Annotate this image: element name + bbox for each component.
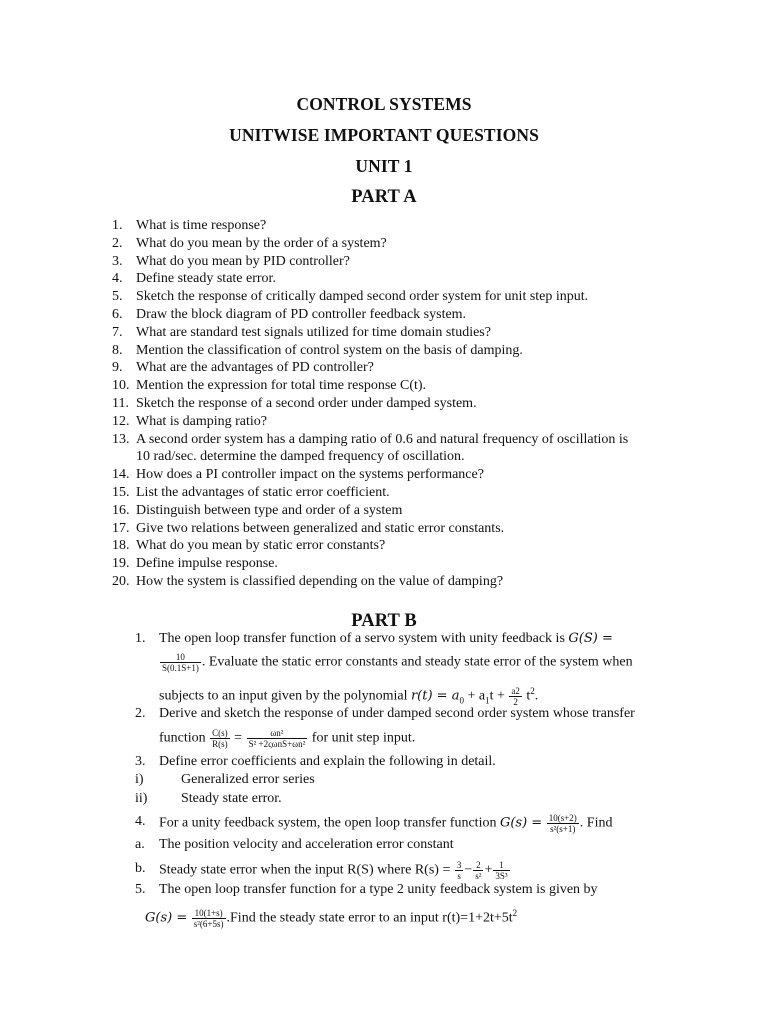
question-text: List the advantages of static error coefficient.	[136, 484, 390, 500]
part-b-q1-line1	[159, 630, 613, 648]
question-number: 17.	[112, 520, 130, 536]
part-b-q5-line2	[145, 904, 517, 929]
q1-tf-numerator: 10	[160, 652, 201, 663]
part-a-question	[112, 555, 672, 573]
question-text: How the system is classified depending on the value of damping?	[136, 573, 504, 589]
part-b-q1-line2	[159, 652, 633, 673]
question-number: 5.	[112, 289, 123, 305]
part-a-question	[112, 520, 672, 538]
part-a-question	[112, 306, 672, 324]
q4-b-text: Steady state error when the input R(S) where	[159, 862, 412, 878]
q4-b-line	[159, 860, 511, 881]
question-number: 15.	[112, 484, 130, 500]
q1-rt-expr: r(t) = a	[410, 688, 460, 704]
q2-rhs-fraction	[247, 728, 308, 749]
question-number: 10.	[112, 378, 130, 394]
question-text: Draw the block diagram of PD controller feedback system.	[136, 306, 467, 322]
q5-tail: .Find the steady state error to an input r(t)=1+2t+5t	[226, 910, 513, 926]
part-a-question	[112, 395, 672, 413]
q4-minus: −	[464, 862, 473, 878]
question-number: 20.	[112, 573, 130, 589]
part-b-q4-number: 4.	[135, 814, 146, 829]
q3-item-i-number: i)	[135, 772, 144, 787]
q3-item-ii-text: Steady state error.	[181, 791, 282, 806]
question-text: What is damping ratio?	[136, 413, 268, 429]
part-a-question	[112, 502, 672, 520]
q4-frac2	[473, 860, 483, 881]
question-text: What do you mean by static error constants?	[136, 538, 386, 554]
part-b-q2-line1: Derive and sketch the response of under damped second order system whose transfer	[159, 706, 635, 721]
q1-text-2: . Evaluate the static error constants and steady state error of the system when	[201, 654, 633, 670]
q2-equals: =	[234, 730, 243, 746]
q5-tf-den: s²(6+5s)	[193, 918, 224, 929]
q5-tf-num: 10(1+s)	[192, 908, 226, 919]
q5-tail-sup: 2	[512, 908, 518, 918]
question-text: Distinguish between type and order of a system	[136, 502, 403, 518]
q2-lhs-den: R(s)	[212, 739, 228, 749]
part-a-question-list	[112, 217, 672, 591]
question-text: Mention the expression for total time response C(t).	[136, 378, 427, 394]
q2-lhs-num: C(s)	[212, 728, 228, 738]
part-a-question	[112, 466, 672, 484]
q4-tf-num: 10(s+2)	[548, 813, 577, 823]
q4-frac1	[455, 860, 464, 881]
part-b-q1-number: 1.	[135, 631, 146, 646]
part-a-question	[112, 217, 672, 235]
q2-tail: for unit step input.	[311, 730, 416, 746]
part-a-question	[112, 342, 672, 360]
q4-rs: R(s) =	[414, 862, 451, 878]
q1-gs-symbol: G(S) =	[568, 631, 613, 646]
question-text: What are standard test signals utilized for time domain studies?	[136, 324, 491, 340]
q4-a-number: a.	[135, 837, 145, 852]
part-a-question	[112, 484, 672, 502]
part-b-q4-line1	[159, 813, 612, 834]
part-a-question	[112, 537, 672, 555]
question-text: What are the advantages of PD controller?	[136, 360, 374, 376]
question-number: 16.	[112, 502, 130, 518]
q2-function-word: function	[159, 730, 206, 746]
q4-f2-den: s²	[475, 871, 482, 881]
q4-f3-num: 1	[493, 860, 509, 871]
q1-rt-sub1: 1	[485, 695, 490, 706]
question-number: 19.	[112, 556, 130, 572]
q1-rt-sub0: 0	[459, 695, 464, 706]
q1-t2: t	[526, 688, 531, 704]
q4-gs-symbol: G(s) =	[499, 815, 543, 831]
q1-a2-fraction	[509, 686, 522, 707]
q2-lhs-fraction	[210, 728, 230, 749]
q5-transfer-function	[192, 908, 226, 929]
question-text: Sketch the response of critically damped second order system for unit step input.	[136, 289, 589, 305]
part-b-q5-line1: The open loop transfer function for a type 2 unity feedback system is given by	[159, 882, 598, 897]
q4-f3-den: 3S³	[495, 871, 508, 881]
q1-end: .	[534, 688, 539, 704]
q4-f2-num: 2	[473, 860, 483, 871]
q3-item-ii-number: ii)	[135, 791, 148, 806]
part-a-question	[112, 573, 672, 591]
q4-a-text: The position velocity and acceleration error constant	[159, 837, 454, 852]
q1-a2-den: 2	[513, 696, 518, 707]
q4-tf-den: s²(s+1)	[550, 824, 576, 834]
question-number: 1.	[112, 218, 123, 233]
q4-transfer-function	[547, 813, 579, 834]
q2-rhs-num: ωn²	[247, 728, 308, 739]
part-b-heading: PART B	[351, 611, 417, 631]
q4-f1-num: 3	[456, 860, 462, 870]
part-b-q3-line1: Define error coefficients and explain the following in detail.	[159, 754, 496, 769]
part-a-question	[112, 431, 672, 449]
document-subtitle: UNITWISE IMPORTANT QUESTIONS	[229, 125, 539, 145]
q1-rt-mid: + a	[467, 688, 486, 704]
question-text: How does a PI controller impact on the systems performance?	[136, 467, 484, 483]
part-a-question	[112, 324, 672, 342]
q1-tf-denominator: S(0.1S+1)	[162, 663, 199, 673]
q1-text: The open loop transfer function of a servo system with unity feedback is	[159, 631, 565, 646]
q1-a2-num: a2	[511, 685, 520, 696]
unit-heading: UNIT 1	[355, 156, 413, 176]
part-a-heading: PART A	[351, 187, 417, 207]
q4-f1-den: s	[457, 871, 461, 881]
q5-gs-symbol: G(s) =	[145, 910, 188, 926]
question-number: 9.	[112, 360, 123, 376]
question-number: 12.	[112, 413, 130, 429]
question-text: What do you mean by the order of a system?	[136, 235, 387, 251]
question-number: 2.	[112, 235, 123, 251]
part-a-question	[112, 253, 672, 271]
question-number: 3.	[112, 253, 123, 269]
q1-rt-t: t +	[489, 688, 505, 704]
question-number: 8.	[112, 342, 123, 358]
q4-plus: +	[484, 862, 493, 878]
q1-t2-sup: 2	[530, 686, 535, 696]
part-b-q5-number: 5.	[135, 882, 146, 897]
question-number: 7.	[112, 324, 123, 340]
part-b-q3-number: 3.	[135, 754, 146, 769]
question-text: Give two relations between generalized and static error constants.	[136, 520, 505, 536]
question-number: 13.	[112, 431, 130, 447]
question-number: 14.	[112, 467, 130, 483]
part-a-question	[112, 235, 672, 253]
part-a-question	[112, 288, 672, 306]
document-title: CONTROL SYSTEMS	[296, 94, 472, 114]
question-text: Sketch the response of a second order under damped system.	[136, 395, 477, 411]
q1-transfer-function	[160, 652, 201, 673]
question-number: 4.	[112, 271, 123, 287]
question-text-continuation: 10 rad/sec. determine the damped frequency of oscillation.	[136, 449, 465, 465]
q4-find: . Find	[579, 815, 613, 831]
q4-text: For a unity feedback system, the open loop transfer function	[159, 815, 497, 831]
q3-item-i-text: Generalized error series	[181, 772, 315, 787]
question-text: A second order system has a damping ratio of 0.6 and natural frequency of oscillation is	[136, 431, 629, 447]
question-text: What do you mean by PID controller?	[136, 253, 350, 269]
q4-frac3	[493, 860, 509, 881]
question-text: Mention the classification of control system on the basis of damping.	[136, 342, 523, 358]
part-a-question	[112, 359, 672, 377]
q4-b-number: b.	[135, 861, 146, 876]
question-text: What is time response?	[136, 218, 267, 233]
q2-rhs-den: S² +2ςωnS+ωn²	[248, 739, 306, 749]
question-number: 18.	[112, 538, 130, 554]
question-text: Define impulse response.	[136, 556, 278, 572]
part-b-q2-line2	[159, 728, 415, 749]
question-text: Define steady state error.	[136, 271, 276, 287]
part-b-q2-number: 2.	[135, 706, 146, 721]
question-number: 6.	[112, 306, 123, 322]
part-a-question	[112, 377, 672, 395]
question-number: 11.	[112, 395, 129, 411]
part-a-question	[112, 413, 672, 431]
q1-text-3: subjects to an input given by the polynomial	[159, 688, 408, 704]
part-a-question	[112, 270, 672, 288]
